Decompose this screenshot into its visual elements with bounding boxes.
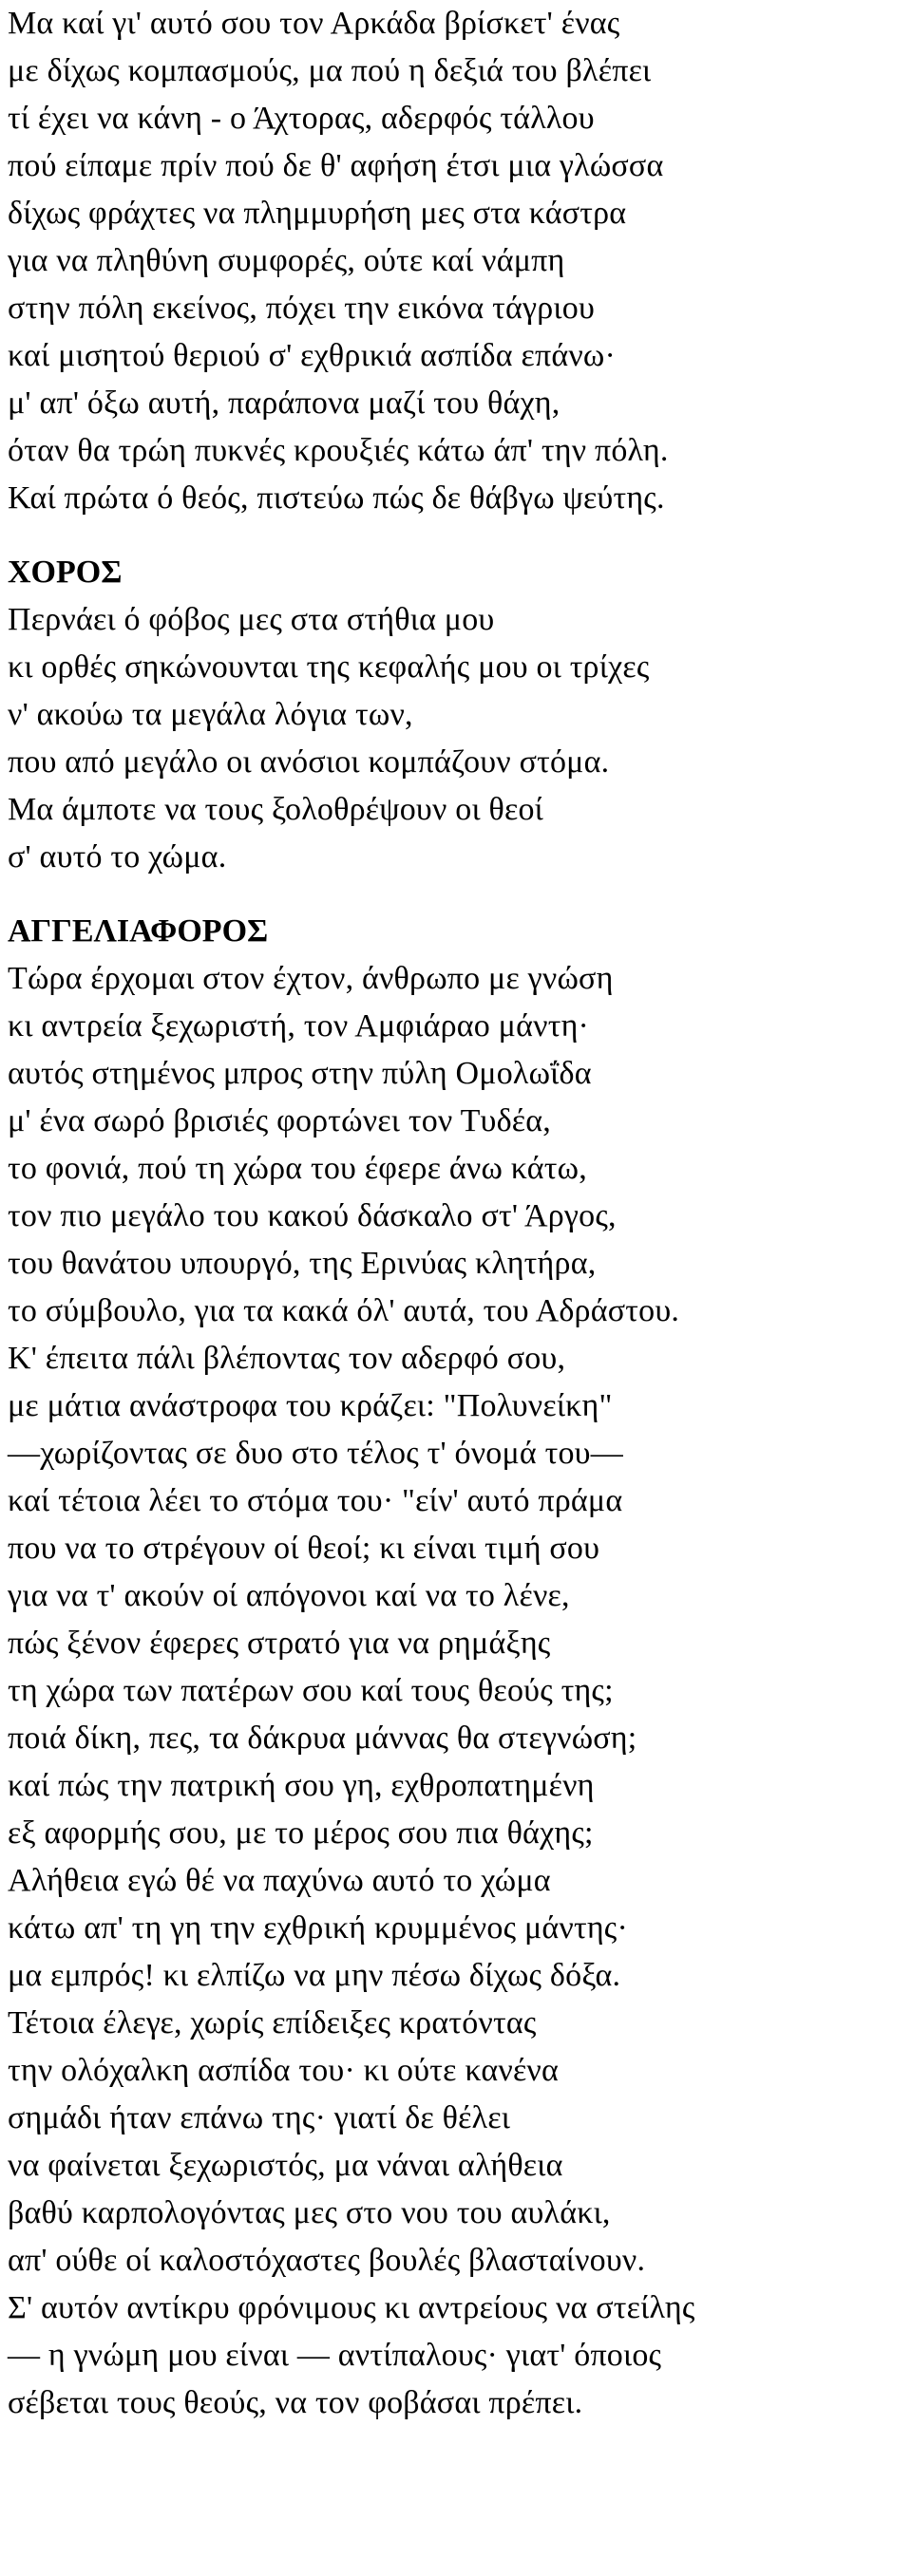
verse-line: Περνάει ό φόβος μες στα στήθια μου <box>8 602 495 637</box>
verse-line: Τώρα έρχομαι στον έχτον, άνθρωπο με γνώση <box>8 961 614 996</box>
verse-line: κι αντρεία ξεχωριστή, τον Αμφιάραο μάντη· <box>8 1008 590 1044</box>
verse-line: πού είπαμε πρίν πού δε θ' αφήση έτσι μια γλώσσα <box>8 148 664 183</box>
verse-line: την ολόχαλκη ασπίδα του· κι ούτε κανένα <box>8 2053 560 2088</box>
verse-line: πώς ξένον έφερες στρατό για να ρημάξης <box>8 1626 551 1661</box>
verse-line: με δίχως κομπασμούς, μα πού η δεξιά του βλέπει <box>8 53 652 88</box>
verse-line: σέβεται τους θεούς, να τον φοβάσαι πρέπει. <box>8 2385 583 2420</box>
verse-line: Μα καί γι' αυτό σου τον Αρκάδα βρίσκετ' ένας <box>8 6 620 41</box>
verse-line: βαθύ καρπολογόντας μες στο νου του αυλάκι, <box>8 2195 611 2230</box>
verse-line: μα εμπρός! κι ελπίζω να μην πέσω δίχως δόξα. <box>8 1958 621 1993</box>
verse-line: τον πιο μεγάλο του κακού δάσκαλο στ' Άργος, <box>8 1198 617 1233</box>
verse-line: κι ορθές σηκώνουνται της κεφαλής μου οι τρίχες <box>8 649 650 685</box>
verse-line: —χωρίζοντας σε δυο στο τέλος τ' όνομά του— <box>8 1436 623 1471</box>
verse-line: τη χώρα των πατέρων σου καί τους θεούς της; <box>8 1673 614 1708</box>
verse-line: στην πόλη εκείνος, πόχει την εικόνα τάγριου <box>8 291 595 326</box>
verse-line: για να τ' ακούν οί απόγονοι καί να το λένε, <box>8 1578 570 1613</box>
verse-line: όταν θα τρώη πυκνές κρουξιές κάτω άπ' την πόλη. <box>8 433 669 468</box>
verse-line: σ' αυτό το χώμα. <box>8 839 227 874</box>
verse-line: να φαίνεται ξεχωριστός, μα νάναι αλήθεια <box>8 2148 563 2183</box>
verse-line: καί μισητού θεριού σ' εχθρικιά ασπίδα επάνω· <box>8 338 617 373</box>
verse-line: Κ' έπειτα πάλι βλέποντας τον αδερφό σου, <box>8 1341 566 1376</box>
poem-page <box>8 0 905 2427</box>
verse-line: αυτός στημένος μπρος στην πύλη Ομολωΐδα <box>8 1056 592 1091</box>
verse-line: μ' ένα σωρό βρισιές φορτώνει τον Τυδέα, <box>8 1103 551 1138</box>
verse-line: για να πληθύνη συμφορές, ούτε καί νάμπη <box>8 243 565 278</box>
verse-line: με μάτια ανάστροφα του κράζει: "Πολυνείκη" <box>8 1388 613 1423</box>
verse-line: απ' ούθε οί καλοστόχαστες βουλές βλασταίνουν. <box>8 2243 646 2278</box>
verse-line: Καί πρώτα ό θεός, πιστεύω πώς δε θάβγω ψεύτης. <box>8 480 665 516</box>
verse-line: καί πώς την πατρική σου γη, εχθροπατημένη <box>8 1768 595 1803</box>
verse-line: το σύμβουλο, για τα κακά όλ' αυτά, του Αδράστου. <box>8 1293 680 1328</box>
verse-line: κάτω απ' τη γη την εχθρική κρυμμένος μάντης· <box>8 1910 628 1946</box>
speaker-heading: ΧΟΡΟΣ <box>8 555 123 590</box>
verse-line: εξ αφορμής σου, με το μέρος σου πια θάχης; <box>8 1815 594 1851</box>
verse-line: ποιά δίκη, πες, τα δάκρυα μάννας θα στεγνώση; <box>8 1720 637 1756</box>
verse-line: που να το στρέγουν οί θεοί; κι είναι τιμή σου <box>8 1531 600 1566</box>
speaker-heading: ΑΓΓΕΛΙΑΦΟΡΟΣ <box>8 913 269 949</box>
verse-line: Σ' αυτόν αντίκρυ φρόνιμους κι αντρείους να στείλης <box>8 2290 695 2325</box>
verse-line: το φονιά, πού τη χώρα του έφερε άνω κάτω, <box>8 1151 587 1186</box>
stanza-gap <box>8 522 905 549</box>
stanza-gap <box>8 881 905 908</box>
verse-line: δίχως φράχτες να πλημμυρήση μες στα κάστρα <box>8 196 627 231</box>
verse-line: σημάδι ήταν επάνω της· γιατί δε θέλει <box>8 2100 511 2135</box>
verse-line: καί τέτοια λέει το στόμα του· "είν' αυτό πράμα <box>8 1483 623 1518</box>
verse-line: που από μεγάλο οι ανόσιοι κομπάζουν στόμα. <box>8 744 610 780</box>
verse-line: — η γνώμη μου είναι — αντίπαλους· γιατ' όποιος <box>8 2338 662 2373</box>
verse-line: ν' ακούω τα μεγάλα λόγια των, <box>8 697 413 732</box>
verse-line: Μα άμποτε να τους ξολοθρέψουν οι θεοί <box>8 792 544 827</box>
verse-line: Αλήθεια εγώ θέ να παχύνω αυτό το χώμα <box>8 1863 551 1898</box>
verse-line: τί έχει να κάνη - ο Άχτορας, αδερφός τάλλου <box>8 101 595 136</box>
verse-line: μ' απ' όξω αυτή, παράπονα μαζί του θάχη, <box>8 385 560 421</box>
verse-line: του θανάτου υπουργό, της Ερινύας κλητήρα, <box>8 1246 597 1281</box>
verse-line: Τέτοια έλεγε, χωρίς επίδειξες κρατόντας <box>8 2005 537 2040</box>
